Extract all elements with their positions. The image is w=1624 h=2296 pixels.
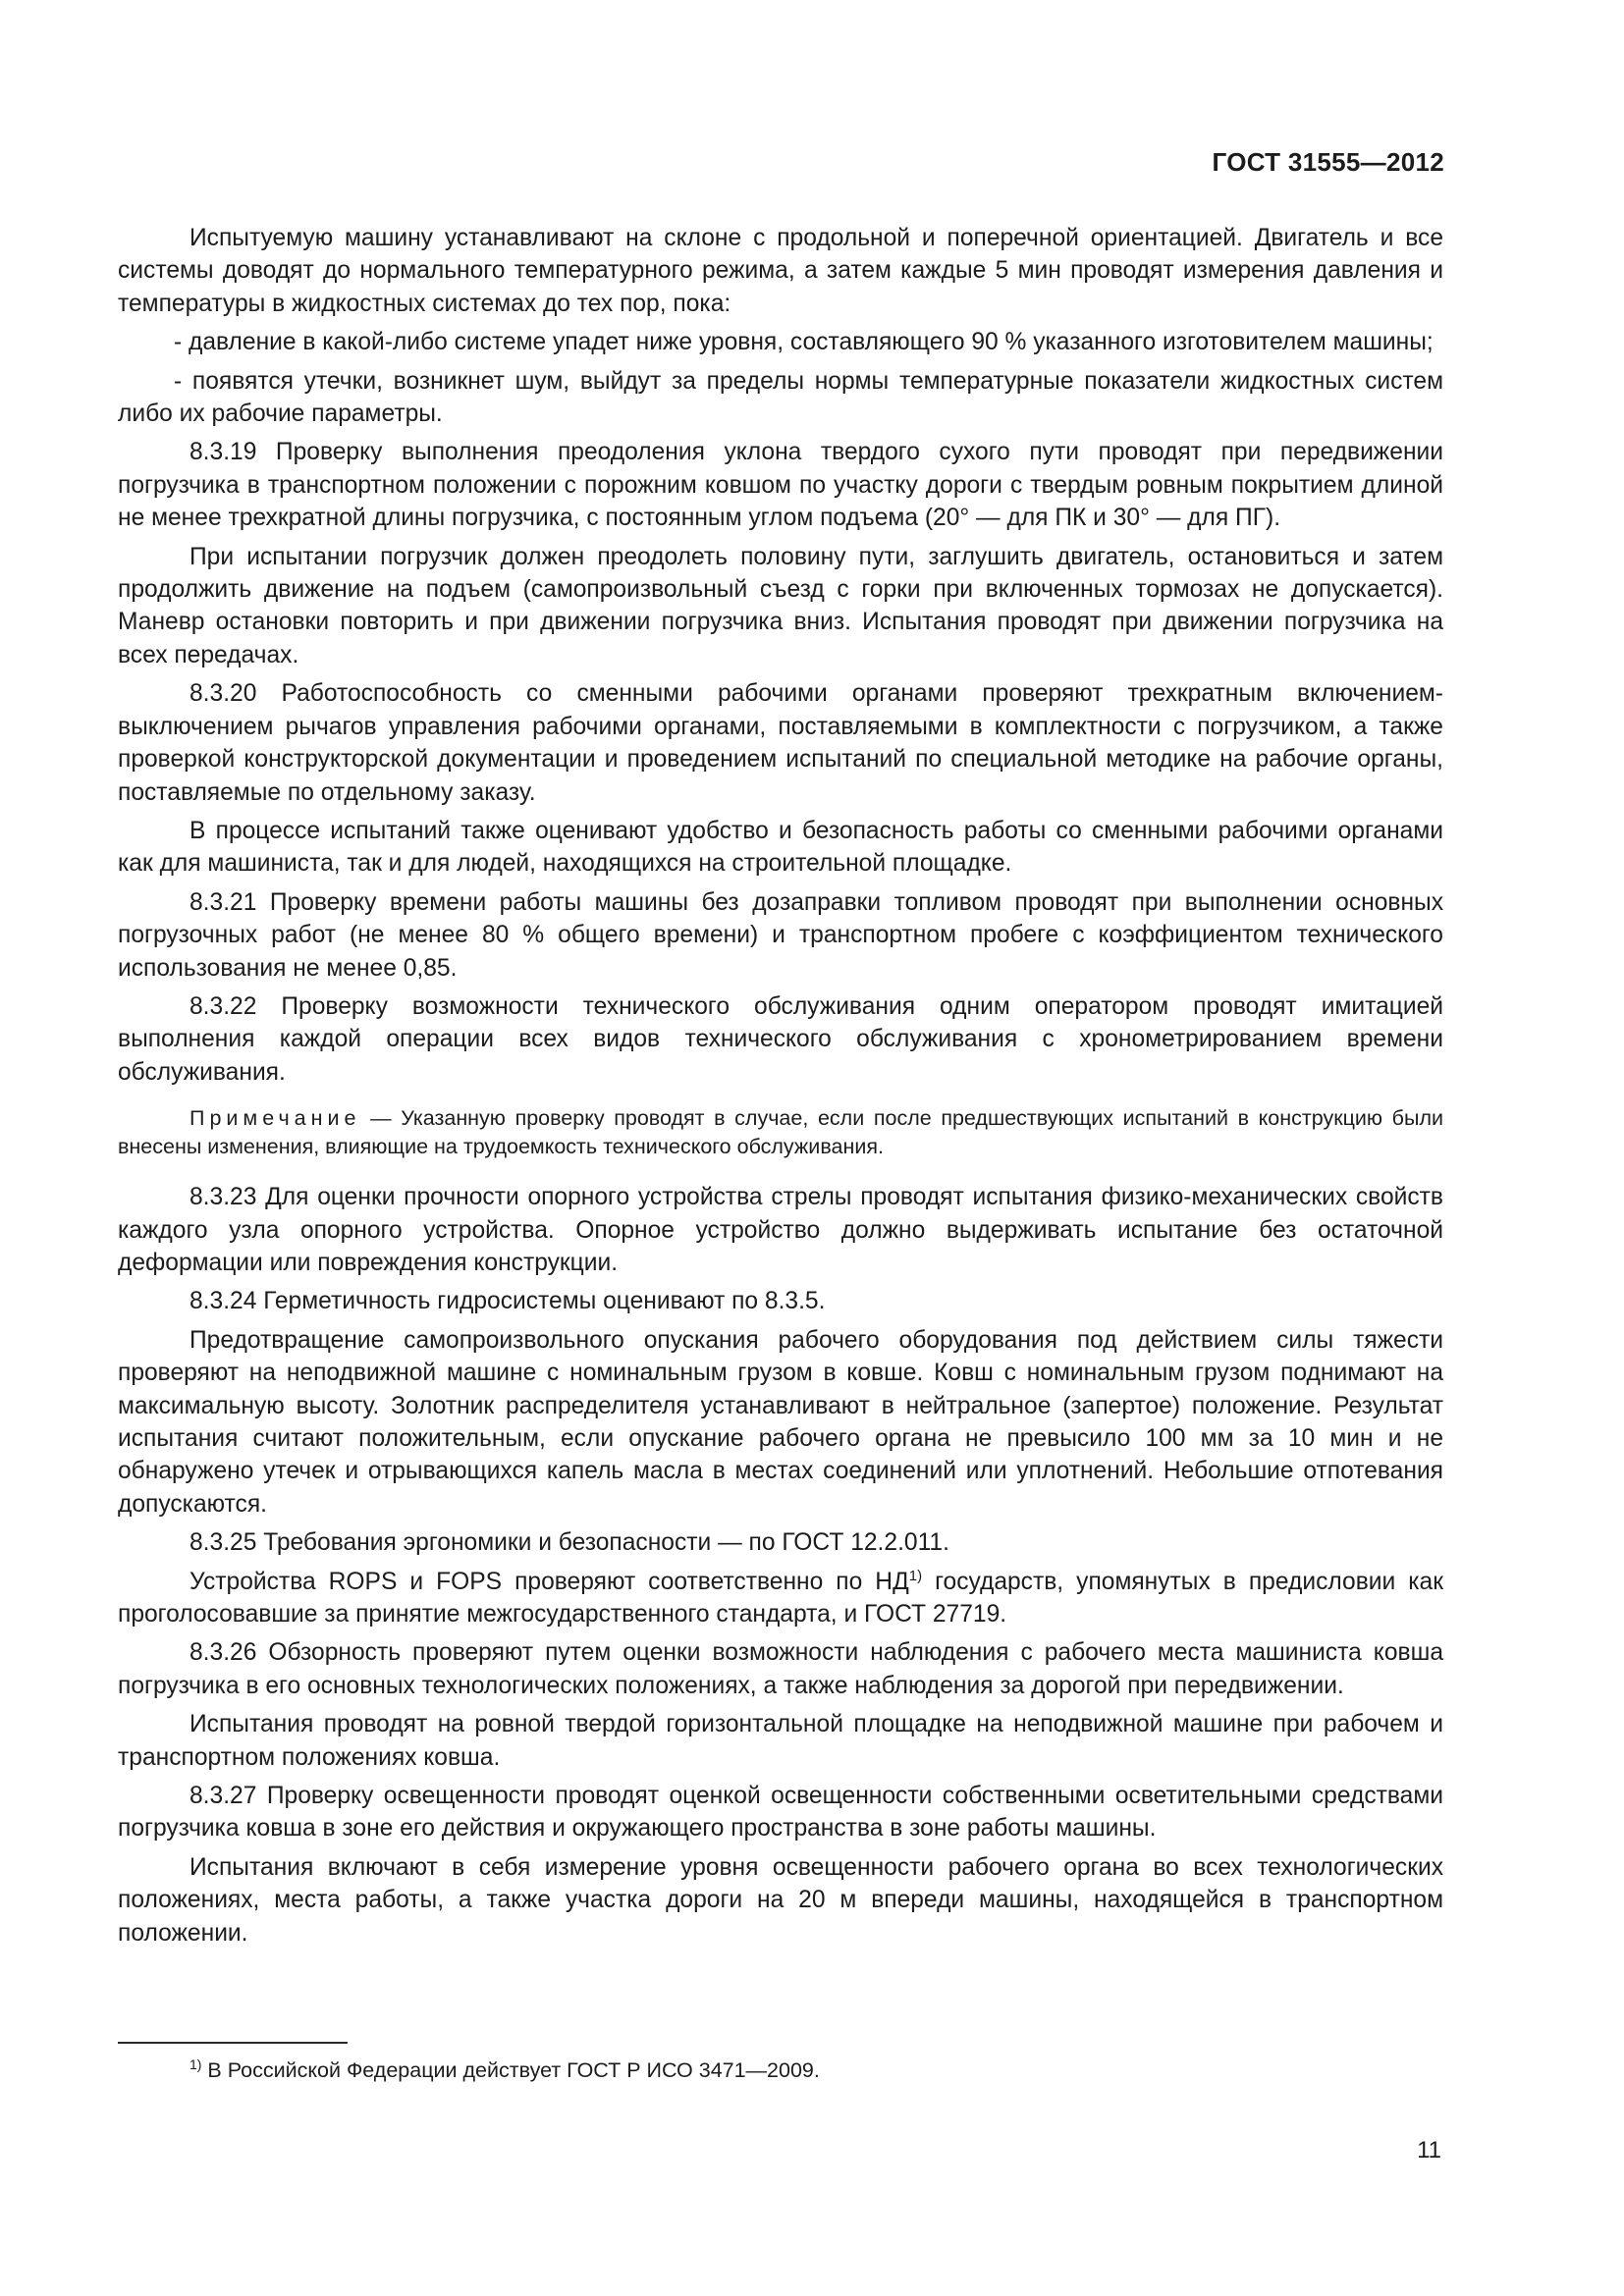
page-number: 11 bbox=[1417, 2137, 1441, 2163]
paragraph: Испытания включают в себя измерение уровня освещенности рабочего органа во всех технологических положениях, места работы, а также участка дороги на 20 м впереди машины, находящейся в транспортном положении. bbox=[118, 1853, 1443, 1947]
paragraph-8-3-19: 8.3.19 Проверку выполнения преодоления уклона твердого сухого пути проводят при передвижении погрузчика в транспортном положении с порожним ковшом по участку дороги с твердым ровным покрытием длиной не менее трехкратной длины погрузчика, с постоянным углом подъема (20° — для ПК и 30° — для ПГ). bbox=[118, 439, 1443, 532]
paragraph-8-3-21: 8.3.21 Проверку времени работы машины без дозаправки топливом проводят при выполнении основных погрузочных работ (не менее 80 % общего времени) и транспортном пробеге с коэффициентом технического использования не менее 0,85. bbox=[118, 888, 1443, 982]
paragraph-rops-fops bbox=[118, 1566, 1443, 1631]
paragraph: При испытании погрузчик должен преодолеть половину пути, заглушить двигатель, остановиться и затем продолжить движение на подъем (самопроизвольный съезд с горки при включенных тормозах не допускается). Маневр остановки повторить и при движении погрузчика вниз. Испытания проводят при движении погрузчика на всех передачах. bbox=[118, 543, 1443, 668]
paragraph-text-start: Устройства ROPS и FOPS проверяют соответственно по НД bbox=[189, 1568, 909, 1595]
document-body bbox=[118, 222, 1443, 1955]
paragraph-8-3-26: 8.3.26 Обзорность проверяют путем оценки возможности наблюдения с рабочего места машиниста ковша погрузчика в его основных технологических положениях, а также наблюдения за дорогой при передвижении. bbox=[118, 1639, 1443, 1699]
paragraph-8-3-25: 8.3.25 Требования эргономики и безопасности — по ГОСТ 12.2.011. bbox=[189, 1529, 949, 1557]
note bbox=[118, 1104, 1443, 1161]
paragraph-8-3-27: 8.3.27 Проверку освещенности проводят оценкой освещенности собственными осветительными средствами погрузчика ковша в зоне его действия и окружающего пространства в зоне работы машины. bbox=[118, 1783, 1443, 1842]
footnote-divider bbox=[118, 2042, 348, 2044]
note-label: Примечание bbox=[189, 1106, 361, 1131]
document-code: ГОСТ 31555—2012 bbox=[1212, 147, 1444, 177]
paragraph-text-end: государств, упомянутых в предисловии как проголосовавшие за принятие межгосударственного стандарта, и ГОСТ 27719. bbox=[118, 1568, 1443, 1629]
paragraph-8-3-23: 8.3.23 Для оценки прочности опорного устройства стрелы проводят испытания физико-механических свойств каждого узла опорного устройства. Опорное устройство должно выдерживать испытание без остаточной деформации или повреждения конструкции. bbox=[118, 1184, 1443, 1276]
paragraph: Предотвращение самопроизвольного опускания рабочего оборудования под действием силы тяжести проверяют на неподвижной машине с номинальным грузом в ковше. Ковш с номинальным грузом поднимают на максимальную высоту. Золотник распределителя устанавливают в нейтральное (запертое) положение. Результат испытания считают положительным, если опускание рабочего органа не превысило 100 мм за 10 мин и не обнаружено утечек и отрывающихся капель масла в местах соединений или уплотнений. Небольшие отпотевания допускаются. bbox=[118, 1326, 1443, 1518]
paragraph-8-3-20: 8.3.20 Работоспособность со сменными рабочими органами проверяют трехкратным включением-выключением рычагов управления рабочими органами, поставляемыми в комплектности с погрузчиком, а также проверкой конструкторской документации и проведением испытаний по специальной методике на рабочие органы, поставляемые по отдельному заказу. bbox=[118, 680, 1443, 806]
footnote-reference[interactable]: 1) bbox=[908, 1567, 923, 1584]
paragraph-8-3-22: 8.3.22 Проверку возможности технического обслуживания одним оператором проводят имитацией выполнения каждой операции всех видов технического обслуживания с хронометрированием времени обслуживания. bbox=[118, 992, 1443, 1086]
footnote bbox=[189, 2056, 820, 2084]
footnote-mark: 1) bbox=[189, 2056, 202, 2072]
paragraph: Испытуемую машину устанавливают на склоне с продольной и поперечной ориентацией. Двигатель и все системы доводят до нормального температурного режима, а затем каждые 5 мин проводят измерения давления и температуры в жидкостных системах до тех пор, пока: bbox=[118, 225, 1443, 317]
footnote-text: В Российской Федерации действует ГОСТ Р ИСО 3471—2009. bbox=[201, 2058, 820, 2082]
note-text: — Указанную проверку проводят в случае, если после предшествующих испытаний в конструкцию были внесены изменения, влияющие на трудоемкость технического обслуживания. bbox=[118, 1106, 1443, 1159]
paragraph-8-3-24: 8.3.24 Герметичность гидросистемы оценивают по 8.3.5. bbox=[189, 1288, 826, 1315]
list-item: - появятся утечки, возникнет шум, выйдут за пределы нормы температурные показатели жидкостных систем либо их рабочие параметры. bbox=[118, 367, 1443, 428]
list-item: - давление в какой-либо системе упадет ниже уровня, составляющего 90 % указанного изготовителем машины; bbox=[174, 329, 1434, 356]
paragraph: Испытания проводят на ровной твердой горизонтальной площадке на неподвижной машине при рабочем и транспортном положениях ковша. bbox=[118, 1711, 1443, 1771]
paragraph: В процессе испытаний также оценивают удобство и безопасность работы со сменными рабочими органами как для машиниста, так и для людей, находящихся на строительной площадке. bbox=[118, 817, 1443, 878]
